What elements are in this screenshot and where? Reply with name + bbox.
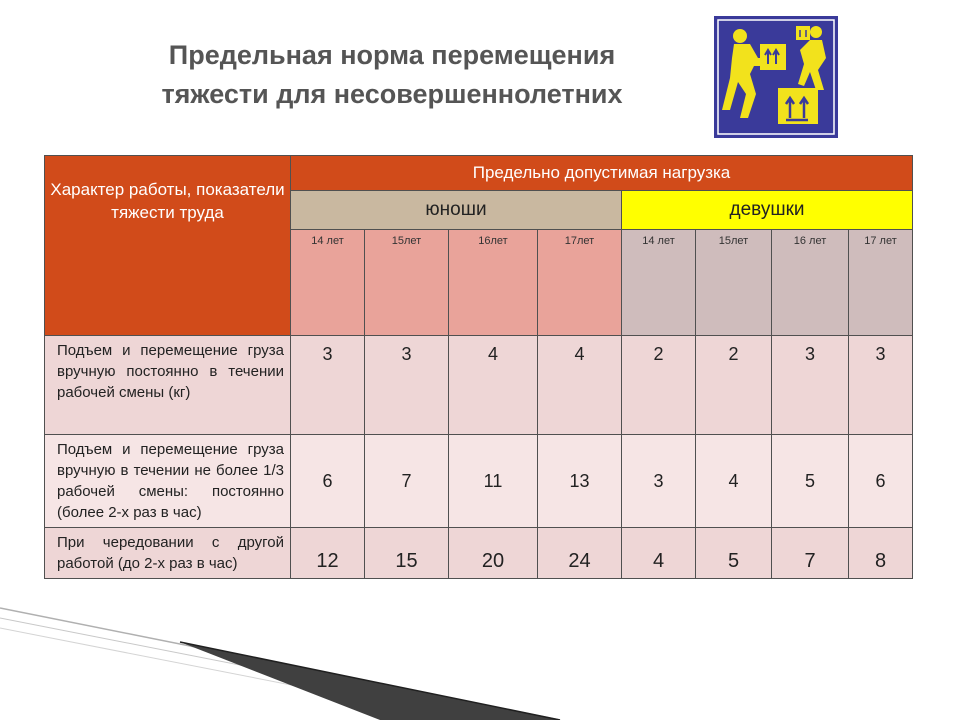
table-cell: 5 <box>772 435 849 528</box>
table-cell: 5 <box>696 528 772 579</box>
allowed-load-header: Предельно допустимая нагрузка <box>291 156 913 191</box>
table-cell: 24 <box>538 528 622 579</box>
worker-carrying-boxes-icon <box>712 14 840 140</box>
table-cell: 7 <box>772 528 849 579</box>
load-norms-table <box>44 155 913 579</box>
table-cell: 4 <box>696 435 772 528</box>
table-cell: 3 <box>772 336 849 435</box>
table-cell: 20 <box>449 528 538 579</box>
table-row <box>45 528 913 579</box>
table-cell: 6 <box>849 435 913 528</box>
table-cell: 12 <box>291 528 365 579</box>
age-header-girls: 16 лет <box>772 230 849 336</box>
age-header-boys: 14 лет <box>291 230 365 336</box>
table-cell: 3 <box>622 435 696 528</box>
age-header-boys: 15лет <box>365 230 449 336</box>
table-cell: 7 <box>365 435 449 528</box>
table-cell: 4 <box>622 528 696 579</box>
girls-header: девушки <box>622 191 913 230</box>
work-type-header: Характер работы, показатели тяжести труда <box>45 156 291 336</box>
table-cell: 15 <box>365 528 449 579</box>
row-label: Подъем и перемещение груза вручную в течении не более 1/3 рабочей смены: постоянно (более 2-х раз в час) <box>45 435 291 528</box>
table-cell: 4 <box>449 336 538 435</box>
boys-header: юноши <box>291 191 622 230</box>
page-title <box>92 36 692 114</box>
table-cell: 3 <box>849 336 913 435</box>
table-cell: 6 <box>291 435 365 528</box>
table-row <box>45 336 913 435</box>
table-cell: 8 <box>849 528 913 579</box>
table-cell: 13 <box>538 435 622 528</box>
table-cell: 3 <box>291 336 365 435</box>
age-header-girls: 14 лет <box>622 230 696 336</box>
title-line-2: тяжести для несовершеннолетних <box>161 79 623 109</box>
table-cell: 3 <box>365 336 449 435</box>
table-cell: 11 <box>449 435 538 528</box>
row-label: При чередовании с другой работой (до 2-х раз в час) <box>45 528 291 579</box>
table-cell: 2 <box>622 336 696 435</box>
table-cell: 4 <box>538 336 622 435</box>
decorative-swoosh <box>0 590 960 720</box>
age-header-girls: 17 лет <box>849 230 913 336</box>
title-line-1: Предельная норма перемещения <box>168 40 616 70</box>
age-header-boys: 16лет <box>449 230 538 336</box>
table-cell: 2 <box>696 336 772 435</box>
age-header-boys: 17лет <box>538 230 622 336</box>
age-header-girls: 15лет <box>696 230 772 336</box>
row-label: Подъем и перемещение груза вручную постоянно в течении рабочей смены (кг) <box>45 336 291 435</box>
table-row <box>45 435 913 528</box>
